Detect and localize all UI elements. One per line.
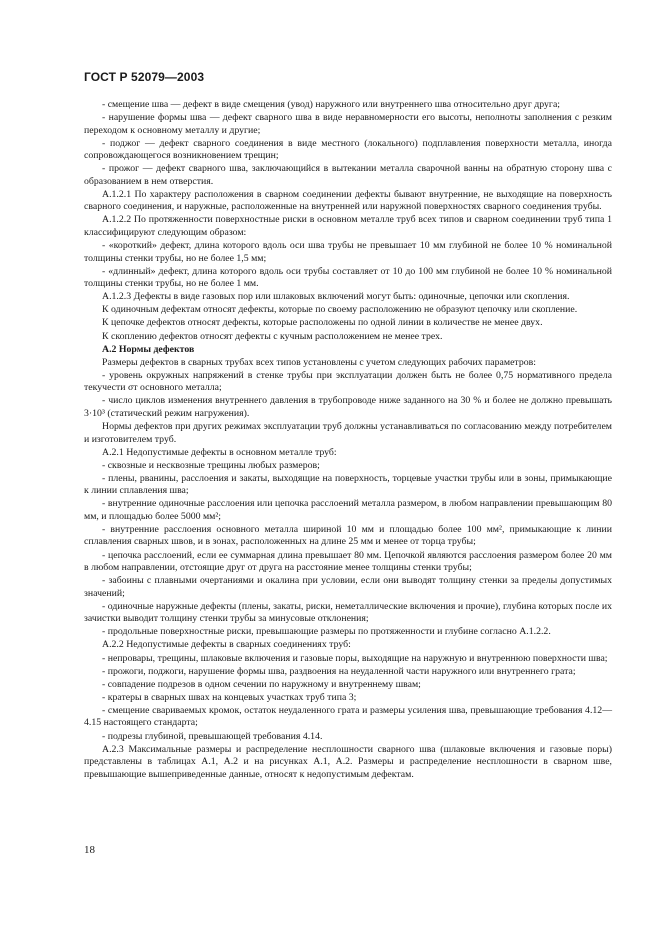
paragraph: Размеры дефектов в сварных трубах всех типов установлены с учетом следующих рабочих параметров:	[102, 356, 536, 368]
paragraph: А.1.2.1 По характеру расположения в сварном соединении дефекты бывают внутренние, не выходящие на поверхность сварного соединения, и наружные, расположенные на внутренней или наружной поверхностях сварного соединения трубы.	[84, 188, 612, 213]
paragraph: - уровень окружных напряжений в стенке трубы при эксплуатации должен быть не более 0,75 нормативного предела текучести σт основного металла;	[84, 369, 612, 394]
paragraph: - кратеры в сварных швах на концевых участках труб типа 3;	[102, 691, 357, 703]
section-heading: А.2 Нормы дефектов	[102, 343, 195, 355]
paragraph: - одиночные наружные дефекты (плены, закаты, риски, неметаллические включения и прочие), глубина которых после их зачистки выводит толщину стенки трубы за минусовые отклонения;	[84, 600, 612, 625]
paragraph: А.1.2.2 По протяженности поверхностные риски в основном металле труб всех типов и сварном соединении труб типа 1 классифицируют следующим образом:	[84, 214, 612, 238]
paragraph: - подрезы глубиной, превышающей требования 4.14.	[102, 730, 323, 742]
paragraph: - внутренние одиночные расслоения или цепочка расслоений металла размером, в любом направлении превышающим 80 мм, и площадью более 5000 мм²;	[84, 498, 612, 522]
paragraph: К одиночным дефектам относят дефекты, которые по своему расположению не образуют цепочку или скопление.	[102, 304, 578, 316]
paragraph: К цепочке дефектов относят дефекты, которые расположены по одной линии в количестве не менее двух.	[102, 317, 543, 329]
paragraph: А.2.2 Недопустимые дефекты в сварных соединениях труб:	[102, 639, 351, 651]
paragraph: А.1.2.3 Дефекты в виде газовых пор или шлаковых включений могут быть: одиночные, цепочки или скопления.	[102, 291, 570, 303]
paragraph: - сквозные и несквозные трещины любых размеров;	[102, 459, 320, 471]
paragraph: - плены, рванины, расслоения и закаты, выходящие на поверхность, торцевые участки трубы или в зоны, примыкающие к линии сплавления шва;	[84, 472, 612, 497]
paragraph: - смещение шва — дефект в виде смещения (увод) наружного или внутреннего шва относительно друг друга;	[102, 99, 561, 110]
paragraph: - число циклов изменения внутреннего давления в трубопроводе ниже заданного на 30 % и более не должно превышать 3·10³ (статический режим нагружения).	[84, 395, 612, 419]
paragraph: Нормы дефектов при других режимах эксплуатации труб должны устанавливаться по согласованию между потребителем и изготовителем труб.	[84, 421, 612, 445]
paragraph: - непровары, трещины, шлаковые включения и газовые поры, выходящие на наружную и внутреннюю поверхности шва;	[102, 652, 608, 664]
paragraph: - внутренние расслоения основного металла шириной 10 мм и площадью более 100 мм², примыкающие к линии сплавления сварных швов, и в зонах, расположенных на длине 25 мм и менее от торца трубы;	[84, 523, 612, 548]
paragraph: - нарушение формы шва — дефект сварного шва в виде неравномерности его высоты, неполноты заполнения с резким переходом к основному металлу и другие;	[84, 112, 612, 136]
paragraph: - «длинный» дефект, длина которого вдоль оси трубы составляет от 10 до 100 мм глубиной не более 10 % номинальной толщины стенки трубы, но не более 1 мм.	[84, 265, 612, 290]
paragraph: К скоплению дефектов относят дефекты с кучным расположением не менее трех.	[102, 330, 443, 342]
paragraph: - цепочка расслоений, если ее суммарная длина превышает 80 мм. Цепочкой являются расслоения размером более 20 мм в любом направлении, отстоящие друг от друга на расстояние менее толщины стенки трубы;	[84, 549, 612, 574]
document-header: ГОСТ Р 52079—2003	[84, 70, 205, 84]
paragraph: - «короткий» дефект, длина которого вдоль оси шва трубы не превышает 10 мм глубиной не более 10 % номинальной толщины стенки трубы, но не более 1,5 мм;	[84, 240, 612, 264]
page-number: 18	[84, 844, 95, 856]
paragraph: - забоины с плавными очертаниями и окалина при условии, если они выводят толщину стенки за пределы допустимых значений;	[84, 575, 612, 599]
paragraph: - смещение свариваемых кромок, остаток неудаленного грата и размеры усиления шва, превышающие требования 4.12—4.15 настоящего стандарта;	[84, 704, 612, 729]
paragraph: - прожоги, поджоги, нарушение формы шва, раздвоения на неудаленной части наружного или внутреннего грата;	[102, 665, 576, 677]
paragraph: А.2.3 Максимальные размеры и распределение несплошности сварного шва (шлаковые включения и газовые поры) представлены в таблицах А.1, А.2 и на рисунках А.1, А.2. Размеры и распределение несплошности в сварном шве, превышающие вышеприведенные данные, относят к недопустимым дефектам.	[84, 743, 612, 780]
paragraph: - совпадение подрезов в одном сечении по наружному и внутреннему швам;	[102, 678, 421, 690]
document-body	[84, 99, 612, 781]
paragraph: - поджог — дефект сварного соединения в виде местного (локального) подплавления поверхности металла, иногда сопровождающегося возникновением трещин;	[84, 137, 612, 162]
paragraph: А.2.1 Недопустимые дефекты в основном металле труб:	[102, 446, 337, 458]
paragraph: - продольные поверхностные риски, превышающие размеры по протяженности и глубине согласно А.1.2.2.	[102, 626, 551, 638]
paragraph: - прожог — дефект сварного шва, заключающийся в вытекании металла сварочной ванны на обратную сторону шва с образованием в нем отверстия.	[84, 163, 612, 187]
